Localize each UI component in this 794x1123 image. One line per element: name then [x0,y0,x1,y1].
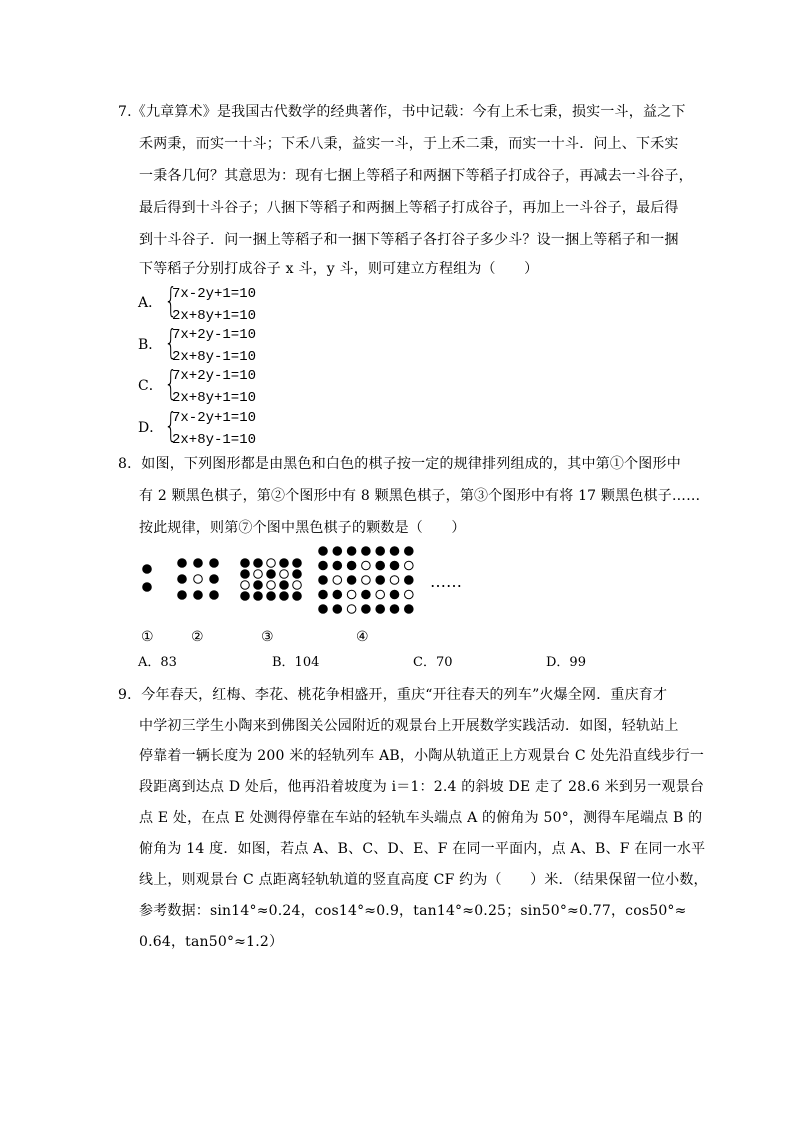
q9-line-9: 0.64，tan50°≈1.2） [139,934,284,950]
fig2-black-piece [178,559,187,568]
fig3-white-piece [280,570,289,579]
fig3-white-piece [267,581,276,590]
q9-line-7: 线上，则观景台 C 点距离轻轨轨道的竖直高度 CF 约为（ ）米．（结果保留一位小数， [139,872,708,888]
fig4-black-piece [362,605,371,614]
fig3-black-piece [267,592,276,601]
option-c-brace: { [164,364,178,404]
option-d-eq1: 7x-2y+1=10 [172,410,257,426]
fig4-black-piece [390,590,399,599]
fig3-white-piece [267,559,276,568]
figure-label-3: ③ [261,629,274,645]
fig3-black-piece [293,570,302,579]
fig4-black-piece [362,547,371,556]
fig3-black-piece [241,570,250,579]
option-b-eq1: 7x+2y-1=10 [172,327,257,343]
fig4-black-piece [405,605,414,614]
option-c-eq1: 7x+2y-1=10 [172,368,257,384]
q9-line-8: 参考数据：sin14°≈0.24，cos14°≈0.9，tan14°≈0.25；sin50°≈0.77，cos50°≈ [139,903,687,919]
fig4-white-piece [362,576,371,585]
q7-line-5: 到十斗谷子．问一捆上等稻子和一捆下等稻子各打谷子多少斗？设一捆上等稻子和一捆 [139,232,679,248]
fig3-black-piece [280,581,289,590]
fig2-black-piece [210,559,219,568]
fig4-black-piece [405,576,414,585]
fig2-black-piece [194,559,203,568]
option-a-brace: { [164,281,178,321]
fig4-white-piece [333,576,342,585]
option-d-brace: { [164,406,178,446]
fig4-black-piece [319,547,328,556]
q9-line-4: 段距离到达点 D 处后，他再沿着坡度为 i＝1：2.4 的斜坡 DE 走了 28.6 米到另一观景台 [139,779,705,795]
option-a-label[interactable]: A． [138,295,163,311]
fig4-black-piece [376,561,385,570]
q9-line-2: 中学初三学生小陶来到佛图关公园附近的观景台上开展数学实践活动．如图，轻轨站上 [139,718,679,734]
fig3-black-piece [241,559,250,568]
fig2-white-piece [194,575,203,584]
figure-label-2: ② [191,629,204,645]
q8-line-2: 有 2 颗黑色棋子，第②个图形中有 8 颗黑色棋子，第③个图形中有将 17 颗黑色棋子…… [139,488,701,504]
fig4-black-piece [347,561,356,570]
fig4-black-piece [405,547,414,556]
fig3-black-piece [280,559,289,568]
q9-line-3: 停靠着一辆长度为 200 米的轻轨列车 AB，小陶从轨道正上方观景台 C 处先沿直线步行一 [139,748,705,764]
dot-grid-group [143,547,413,614]
fig3-black-piece [293,592,302,601]
fig2-black-piece [210,591,219,600]
fig4-black-piece [333,605,342,614]
option-b-brace: { [164,323,178,363]
fig4-black-piece [376,605,385,614]
option-d-eq2: 2x+8y-1=10 [172,432,257,448]
option-c-eq2: 2x+8y+1=10 [172,390,257,406]
q8-answer-d[interactable]: D．99 [546,655,586,670]
fig3-black-piece [254,559,263,568]
fig2-black-piece [210,575,219,584]
fig3-black-piece [254,592,263,601]
fig4-black-piece [333,547,342,556]
fig2-black-piece [178,591,187,600]
q9-line-5: 点 E 处，在点 E 处测得停靠在车站的轻轨车头端点 A 的俯角为 50°，测得车尾端点 B 的 [139,810,703,826]
fig3-black-piece [254,581,263,590]
q7-line-6: 下等稻子分别打成谷子 x 斗，y 斗，则可建立方程组为（ ） [139,261,539,277]
fig4-black-piece [333,561,342,570]
option-d-label[interactable]: D． [138,420,164,436]
q7-line-4: 最后得到十斗谷子；八捆下等稻子和两捆上等稻子打成谷子，再加上一斗谷子，最后得 [139,200,679,216]
fig4-white-piece [362,561,371,570]
option-a-eq1: 7x-2y+1=10 [172,286,257,302]
fig4-black-piece [319,605,328,614]
fig4-black-piece [362,590,371,599]
fig1-black-piece [143,565,152,574]
fig4-black-piece [376,576,385,585]
fig4-black-piece [390,605,399,614]
q8-line-1: 8．如图，下列图形都是由黑色和白色的棋子按一定的规律排列组成的，其中第①个图形中 [118,456,681,472]
option-b-eq2: 2x+8y-1=10 [172,349,257,365]
q7-line-2: 禾两秉，而实一十斗；下禾八秉，益实一斗，于上禾二秉，而实一十斗．问上、下禾实 [139,136,679,152]
fig4-white-piece [376,590,385,599]
fig3-black-piece [267,570,276,579]
q9-line-1: 9．今年春天，红梅、李花、桃花争相盛开，重庆“开往春天的列车”火爆全网．重庆育才 [118,687,668,703]
fig4-black-piece [347,576,356,585]
fig2-black-piece [194,591,203,600]
q7-line-1: 7.《九章算术》是我国古代数学的经典著作，书中记载：今有上禾七秉，损实一斗，益之下 [118,104,686,120]
fig3-white-piece [293,581,302,590]
fig3-black-piece [293,559,302,568]
fig4-black-piece [319,561,328,570]
fig4-black-piece [376,547,385,556]
fig4-black-piece [319,576,328,585]
fig4-white-piece [347,605,356,614]
fig4-black-piece [390,547,399,556]
q8-answer-a[interactable]: A．83 [138,655,177,670]
option-c-label[interactable]: C． [138,378,163,394]
q8-line-3: 按此规律，则第⑦个图中黑色棋子的颗数是（ ） [139,520,466,536]
fig4-black-piece [333,590,342,599]
option-b-label[interactable]: B． [138,337,163,353]
q9-line-6: 俯角为 14 度．如图，若点 A、B、C、D、E、F 在同一平面内，点 A、B、F 在同一水平 [139,841,706,857]
figure-label-4: ④ [356,629,369,645]
fig4-white-piece [347,590,356,599]
fig3-white-piece [241,581,250,590]
q7-line-3: 一秉各几何？其意思为：现有七捆上等稻子和两捆下等稻子打成谷子，再减去一斗谷子， [139,168,693,184]
fig4-white-piece [405,561,414,570]
fig2-black-piece [178,575,187,584]
q8-answer-b[interactable]: B．104 [272,655,320,670]
fig3-black-piece [241,592,250,601]
fig3-black-piece [280,592,289,601]
option-a-eq2: 2x+8y+1=10 [172,308,257,324]
fig4-black-piece [319,590,328,599]
fig3-white-piece [254,570,263,579]
fig4-black-piece [347,547,356,556]
fig1-black-piece [143,583,152,592]
fig4-black-piece [390,561,399,570]
q8-answer-c[interactable]: C．70 [413,655,453,670]
fig4-white-piece [405,590,414,599]
fig4-white-piece [390,576,399,585]
figure-label-1: ① [141,629,154,645]
pattern-ellipsis: …… [430,572,462,591]
